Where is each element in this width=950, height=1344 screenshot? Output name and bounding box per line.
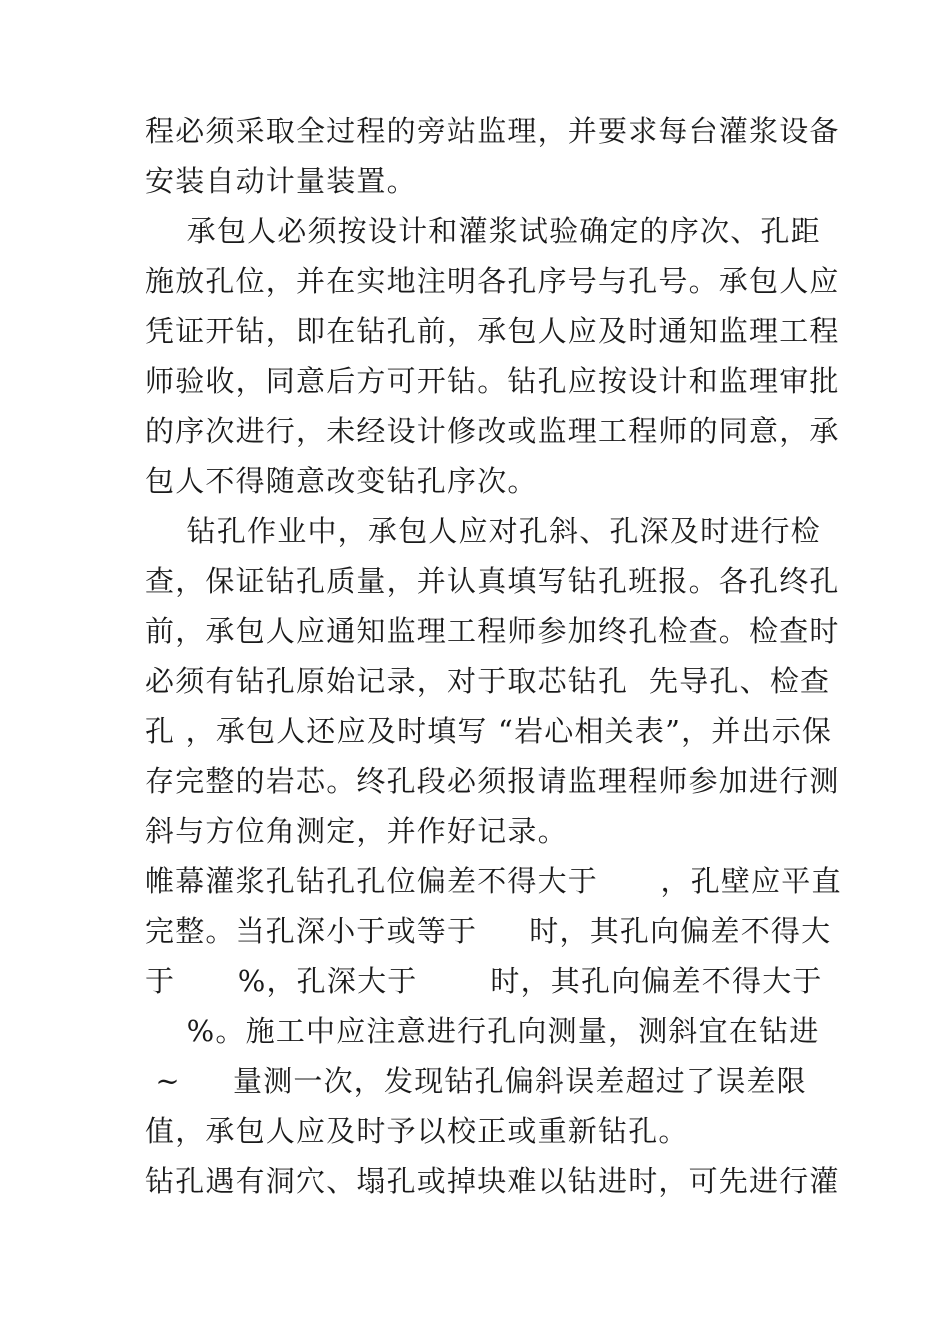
text-line: 斜与方位角测定，并作好记录。 [145, 814, 568, 848]
text-line: 安装自动计量装置。 [145, 164, 417, 198]
text-line: 查，保证钻孔质量，并认真填写钻孔班报。各孔终孔 [145, 564, 840, 598]
text-line: 钻孔遇有洞穴、塌孔或掉块难以钻进时，可先进行灌 [145, 1164, 840, 1198]
text-line: 完整。当孔深小于或等于 时，其孔向偏差不得大 [145, 914, 832, 948]
text-line: 必须有钻孔原始记录，对于取芯钻孔 先导孔、检查 [145, 664, 831, 698]
text-line: 施放孔位，并在实地注明各孔序号与孔号。承包人应 [145, 264, 840, 298]
text-line: 承包人必须按设计和灌浆试验确定的序次、孔距 [145, 214, 821, 248]
text-line: 钻孔作业中，承包人应对孔斜、孔深及时进行检 [145, 514, 821, 548]
text-line: 师验收，同意后方可开钻。钻孔应按设计和监理审批 [145, 364, 840, 398]
text-line: 程必须采取全过程的旁站监理，并要求每台灌浆设备 [145, 114, 840, 148]
text-line: 前，承包人应通知监理工程师参加终孔检查。检查时 [145, 614, 840, 648]
text-line: 帷幕灌浆孔钻孔孔位偏差不得大于 ，孔壁应平直 [145, 864, 842, 898]
text-line: 凭证开钻，即在钻孔前，承包人应及时通知监理工程 [145, 314, 840, 348]
text-line: 的序次进行，未经设计修改或监理工程师的同意，承 [145, 414, 840, 448]
text-line: 值，承包人应及时予以校正或重新钻孔。 [145, 1114, 689, 1148]
text-line: ~ 量测一次，发现钻孔偏斜误差超过了误差限 [145, 1064, 807, 1098]
text-line: 包人不得随意改变钻孔序次。 [145, 464, 538, 498]
text-line: %。施工中应注意进行孔向测量，测斜宜在钻进 [145, 1014, 820, 1048]
text-line: 孔 ，承包人还应及时填写 “岩心相关表”，并出示保 [145, 714, 833, 748]
text-line: 于 %，孔深大于 时，其孔向偏差不得大于 [145, 964, 823, 998]
text-line: 存完整的岩芯。终孔段必须报请监理程师参加进行测 [145, 764, 840, 798]
